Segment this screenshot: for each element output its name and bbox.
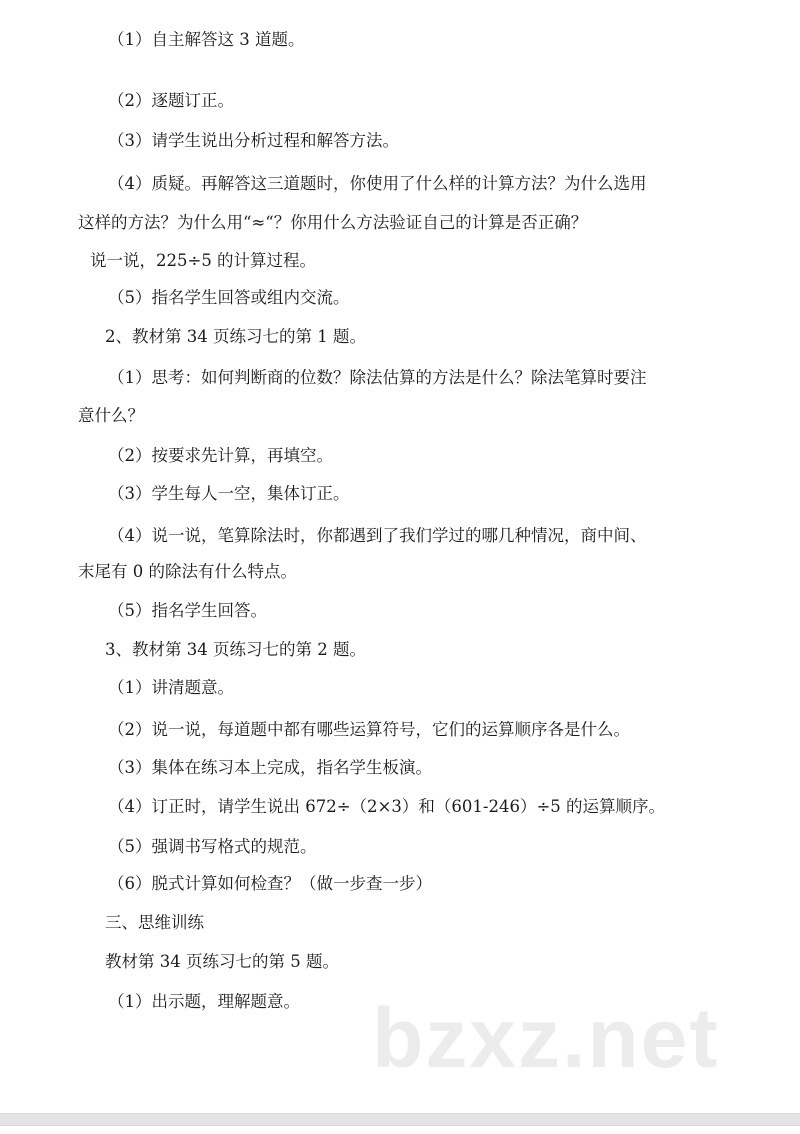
text-line: （1）思考：如何判断商的位数？除法估算的方法是什么？除法笔算时要注 [108,368,647,387]
text-line: 意什么？ [78,406,144,425]
text-line: （4）质疑。再解答这三道题时，你使用了什么样的计算方法？为什么选用 [108,174,647,193]
text-line: 三、思维训练 [105,913,204,932]
text-line: 这样的方法？为什么用“≈“？你用什么方法验证自己的计算是否正确？ [78,213,588,232]
text-line: （5）强调书写格式的规范。 [108,837,317,856]
text-line: （3）集体在练习本上完成，指名学生板演。 [108,758,432,777]
text-line: （1）自主解答这 3 道题。 [108,30,305,49]
text-line: （5）指名学生回答或组内交流。 [108,288,350,307]
text-line: （4）订正时，请学生说出 672÷（2×3）和（601-246）÷5 的运算顺序。 [108,797,666,816]
text-line: 说一说，225÷5 的计算过程。 [90,251,317,270]
watermark: bzxz.net [372,991,720,1085]
text-line: （6）脱式计算如何检查？（做一步查一步） [108,874,432,893]
text-line: （5）指名学生回答。 [108,601,267,620]
text-line: 3、教材第 34 页练习七的第 2 题。 [105,640,366,659]
text-line: 教材第 34 页练习七的第 5 题。 [105,952,339,971]
text-line: 2、教材第 34 页练习七的第 1 题。 [105,327,366,346]
text-line: （3）请学生说出分析过程和解答方法。 [108,131,399,150]
text-line: （2）按要求先计算，再填空。 [108,446,333,465]
text-line: （2）逐题订正。 [108,91,234,110]
text-line: （2）说一说，每道题中都有哪些运算符号，它们的运算顺序各是什么。 [108,720,630,739]
page-separator [0,1113,800,1126]
text-line: （1）讲清题意。 [108,678,234,697]
text-line: （1）出示题，理解题意。 [108,992,300,1011]
text-line: （4）说一说，笔算除法时，你都遇到了我们学过的哪几种情况，商中间、 [108,526,647,545]
text-line: 末尾有 0 的除法有什么特点。 [78,562,297,581]
text-line: （3）学生每人一空，集体订正。 [108,484,350,503]
